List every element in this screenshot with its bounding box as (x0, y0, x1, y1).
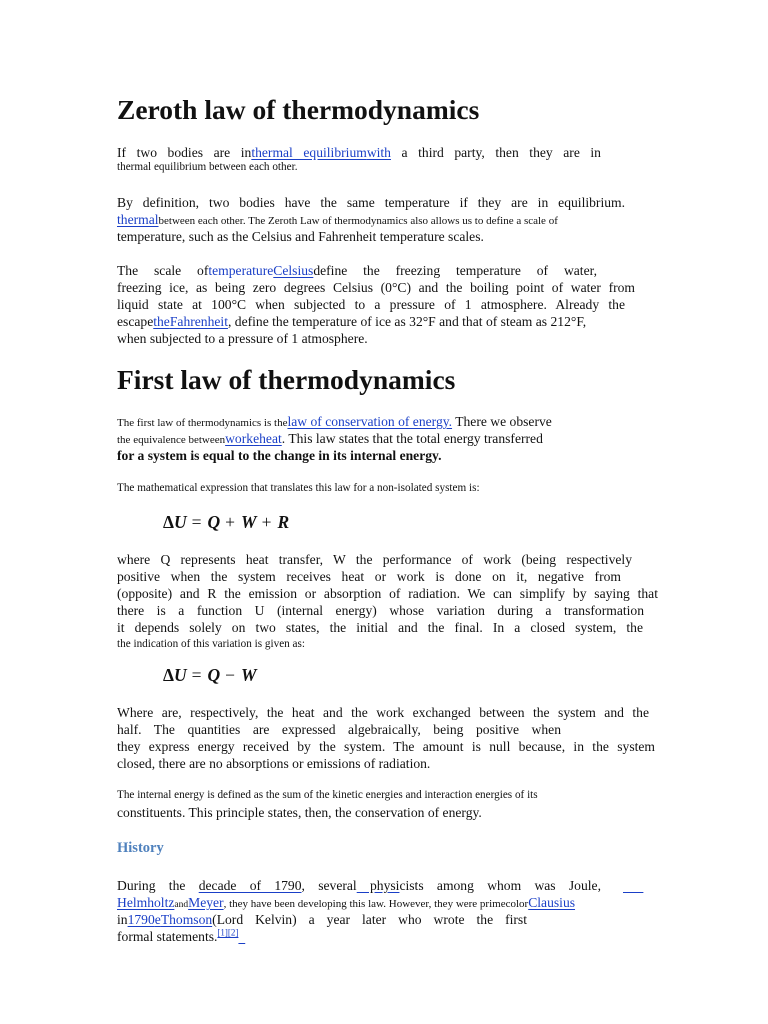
and-link[interactable]: e (253, 431, 260, 446)
text-line: there is a function U (internal energy) whose variation during a transformation (117, 603, 644, 618)
clausius-link[interactable]: Clausius (528, 895, 576, 910)
text-line: it depends solely on two states, the initial and the final. In a closed system, the (117, 620, 643, 635)
first-law-heading: First law of thermodynamics (117, 364, 456, 395)
zeroth-paragraph-1 (117, 144, 601, 176)
first-paragraph-3 (117, 551, 658, 653)
text-line: temperature, such as the Celsius and Fahrenheit temperature scales. (117, 229, 484, 244)
text-line: half. The quantities are expressed algebraically, being positive when (117, 722, 561, 737)
equation-delta-u-q-w: ΔU = Q − W (163, 665, 257, 685)
e-link[interactable]: e (154, 912, 161, 927)
first-paragraph-5 (117, 787, 657, 821)
text-line-small: the indication of this variation is given as: (117, 638, 305, 650)
text-line: The scale oftemperatureCelsiusdefine the freezing temperature of water, (117, 263, 597, 278)
text-line: By definition, two bodies have the same temperature if they are in equilibrium. (117, 195, 625, 210)
text-line: liquid state at 100°C when subjected to a pressure of 1 atmosphere. Already the (117, 297, 625, 312)
text-line: HelmholtzandMeyer, they have been developing this law. However, they were primecolorClausius (117, 895, 576, 910)
text-line: Where are, respectively, the heat and the work exchanged between the system and the (117, 705, 649, 720)
text-line-small: thermal equilibrium between each other. (117, 161, 298, 173)
text-line: If two bodies are inthermal equilibriumwith a third party, then they are in (117, 145, 601, 160)
text-line: where Q represents heat transfer, W the performance of work (being respectively (117, 552, 632, 567)
first-paragraph-4 (117, 704, 655, 772)
text-line: the equivalence betweenworkeheat. This law states that the total energy transferred (117, 431, 543, 446)
text-line: they express energy received by the system. The amount is null because, in the system (117, 739, 655, 754)
thermal-equilibrium-link[interactable]: thermal equilibrium (251, 145, 367, 160)
citation-underline (238, 929, 245, 944)
law-of-conservation-of-energy-link[interactable]: law of conservation of energy. (287, 414, 453, 429)
fahrenheit-link[interactable]: Fahrenheit (169, 314, 228, 329)
text-line: positive when the system receives heat or work is done on it, negative from (117, 569, 621, 584)
first-paragraph-2 (117, 480, 480, 497)
citation-link[interactable]: [1][2] (217, 927, 239, 938)
text-line: (opposite) and R the emission or absorption of radiation. We can simplify by saying that (117, 586, 658, 601)
zeroth-paragraph-2 (117, 194, 669, 245)
zeroth-paragraph-3 (117, 262, 661, 347)
history-paragraph (117, 877, 662, 945)
equation-delta-u-q-w-r: ΔU = Q + W + R (163, 512, 290, 532)
work-link[interactable]: work (225, 431, 254, 446)
decade-of-1790-link[interactable]: decade of 1790 (198, 878, 302, 893)
text-line-bold: for a system is equal to the change in its internal energy. (117, 448, 442, 463)
text-line: The first law of thermodynamics is thelaw of conservation of energy. There we observe (117, 414, 552, 429)
helmholtz-link[interactable]: Helmholtz (117, 895, 175, 910)
thermal-link[interactable]: thermal (117, 212, 159, 227)
text-line-small: The internal energy is defined as the sum of the kinetic energies and interaction energies of its (117, 789, 538, 801)
text-line: closed, there are no absorptions or emissions of radiation. (117, 756, 431, 771)
heat-link[interactable]: heat (259, 431, 282, 446)
the-link[interactable]: the (153, 314, 170, 329)
text-line: formal statements.[1][2] (117, 928, 662, 945)
thomson-link[interactable]: Thomson (160, 912, 213, 927)
text-line: thermalbetween each other. The Zeroth Law of thermodynamics also allows us to define a scale of (117, 212, 558, 227)
text-line: constituents. This principle states, then, the conservation of energy. (117, 805, 482, 820)
text-line: The mathematical expression that translates this law for a non-isolated system is: (117, 482, 480, 494)
zeroth-law-heading: Zeroth law of thermodynamics (117, 94, 480, 125)
celsius-link[interactable]: Celsius (273, 263, 314, 278)
text-line: During the decade of 1790, several physicists among whom was Joule, (117, 877, 662, 894)
text-line: when subjected to a pressure of 1 atmosphere. (117, 331, 368, 346)
year-1790-link[interactable]: 1790 (127, 912, 155, 927)
meyer-link[interactable]: Meyer (188, 895, 224, 910)
text-line: escapetheFahrenheit, define the temperature of ice as 32°F and that of steam as 212°F, (117, 314, 587, 329)
empty-link[interactable] (623, 878, 643, 893)
first-paragraph-1 (117, 413, 629, 464)
physicists-link[interactable]: physi (356, 878, 400, 893)
history-heading: History (117, 840, 164, 856)
with-link[interactable]: with (366, 145, 391, 160)
text-line: freezing ice, as being zero degrees Celsius (0°C) and the boiling point of water from (117, 280, 635, 295)
temperature-link[interactable]: temperature (208, 263, 274, 278)
text-line: in1790eThomson(Lord Kelvin) a year later who wrote the first (117, 912, 527, 927)
